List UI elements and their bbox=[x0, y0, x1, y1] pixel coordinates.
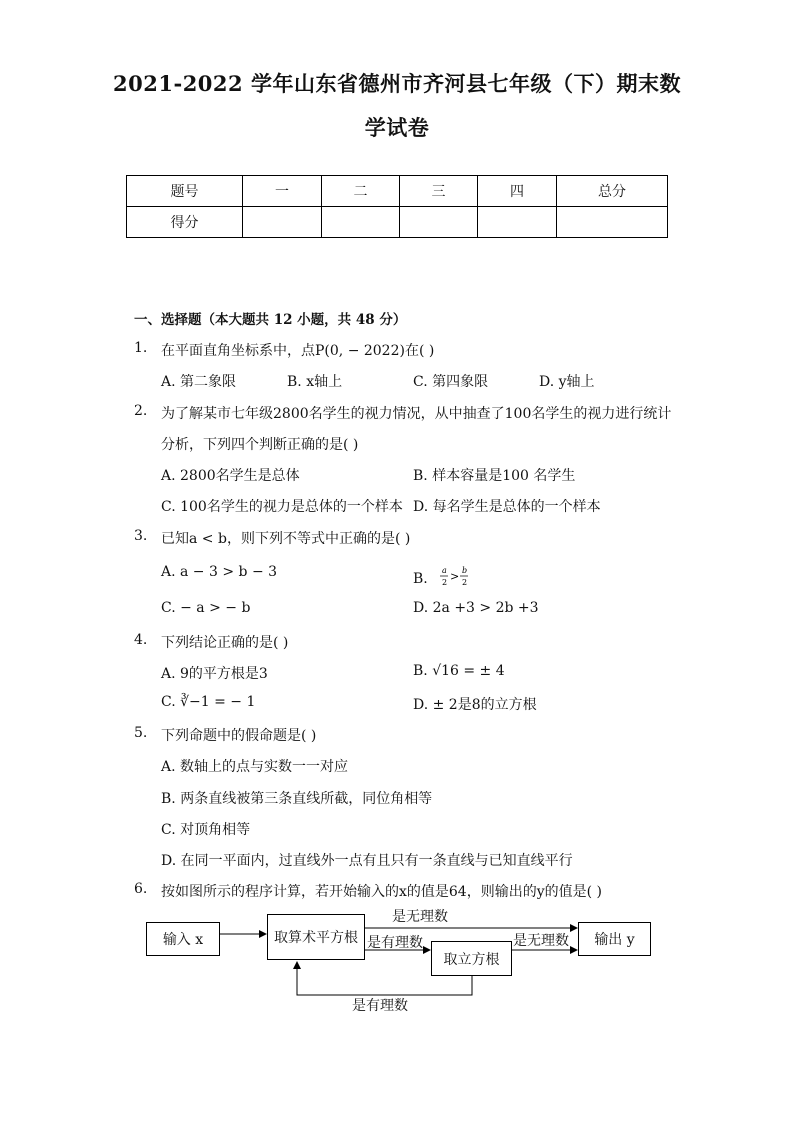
flow-input-box: 输入 x bbox=[146, 922, 220, 956]
option-d: D. y轴上 bbox=[539, 374, 595, 390]
question-stem: 已知a < b，则下列不等式中正确的是( ) bbox=[161, 531, 411, 547]
option-b: B. √16 = ± 4 bbox=[413, 663, 505, 679]
score-header-cell: 三 bbox=[400, 176, 478, 207]
option-a: A. 9的平方根是3 bbox=[161, 666, 268, 682]
option-c: C. 对顶角相等 bbox=[161, 822, 251, 838]
flow-label-rational-bottom: 是有理数 bbox=[352, 998, 408, 1014]
option-b: B. x轴上 bbox=[287, 374, 343, 390]
option-a: A. a − 3 > b − 3 bbox=[161, 564, 278, 580]
question-number: 3. bbox=[134, 528, 148, 544]
section-heading: 一、选择题（本大题共 12 小题，共 48 分） bbox=[134, 312, 407, 328]
score-header-cell: 题号 bbox=[127, 176, 243, 207]
option-b: B. 样本容量是100 名学生 bbox=[413, 468, 576, 484]
option-d: D. ± 2是8的立方根 bbox=[413, 697, 537, 713]
question-stem: 按如图所示的程序计算，若开始输入的x的值是64，则输出的y的值是( ) bbox=[161, 884, 602, 900]
flow-label-irrational-top: 是无理数 bbox=[392, 909, 448, 925]
option-d: D. 每名学生是总体的一个样本 bbox=[413, 499, 601, 515]
flow-label-irrational-mid: 是无理数 bbox=[513, 933, 569, 949]
option-b: B. 两条直线被第三条直线所截，同位角相等 bbox=[161, 791, 433, 807]
option-b-label: B. bbox=[413, 571, 428, 587]
flow-output-box: 输出 y bbox=[578, 922, 651, 956]
option-c: C. ∛−1 = − 1 bbox=[161, 694, 256, 710]
option-c: C. 第四象限 bbox=[413, 374, 489, 390]
flow-label-rational-mid: 是有理数 bbox=[367, 935, 423, 951]
option-a: A. 2800名学生是总体 bbox=[161, 468, 300, 484]
option-d: D. 在同一平面内，过直线外一点有且只有一条直线与已知直线平行 bbox=[161, 853, 573, 869]
question-number: 5. bbox=[134, 725, 148, 741]
svg-text:2: 2 bbox=[442, 578, 448, 587]
flow-cbrt-box: 取立方根 bbox=[431, 941, 512, 976]
question-stem: 为了解某市七年级2800名学生的视力情况，从中抽查了100名学生的视力进行统计 bbox=[161, 406, 672, 422]
option-c: C. 100名学生的视力是总体的一个样本 bbox=[161, 499, 403, 515]
question-number: 4. bbox=[134, 632, 148, 648]
question-stem-cont: 分析，下列四个判断正确的是( ) bbox=[161, 437, 359, 453]
svg-text:b: b bbox=[462, 566, 468, 575]
page-title-line2: 学试卷 bbox=[364, 115, 430, 140]
score-header-cell: 一 bbox=[243, 176, 322, 207]
score-header-cell: 二 bbox=[322, 176, 400, 207]
question-stem: 下列命题中的假命题是( ) bbox=[161, 728, 317, 744]
page-title: 2021-2022 学年山东省德州市齐河县七年级（下）期末数 bbox=[113, 71, 681, 96]
svg-text:>: > bbox=[450, 570, 460, 583]
option-c: C. − a > − b bbox=[161, 600, 251, 616]
option-a: A. 第二象限 bbox=[161, 374, 237, 390]
score-header-cell: 四 bbox=[478, 176, 557, 207]
option-d: D. 2a +3 > 2b +3 bbox=[413, 600, 539, 616]
flow-sqrt-box: 取算术平方根 bbox=[267, 914, 365, 960]
question-stem: 在平面直角坐标系中，点P(0, − 2022)在( ) bbox=[161, 343, 435, 359]
score-header-cell: 总分 bbox=[557, 176, 668, 207]
score-row-label: 得分 bbox=[127, 207, 243, 238]
question-number: 2. bbox=[134, 403, 148, 419]
svg-text:2: 2 bbox=[462, 578, 468, 587]
question-number: 6. bbox=[134, 881, 148, 897]
option-a: A. 数轴上的点与实数一一对应 bbox=[161, 759, 349, 775]
question-number: 1. bbox=[134, 340, 148, 356]
question-stem: 下列结论正确的是( ) bbox=[161, 635, 289, 651]
svg-text:a: a bbox=[442, 566, 447, 575]
